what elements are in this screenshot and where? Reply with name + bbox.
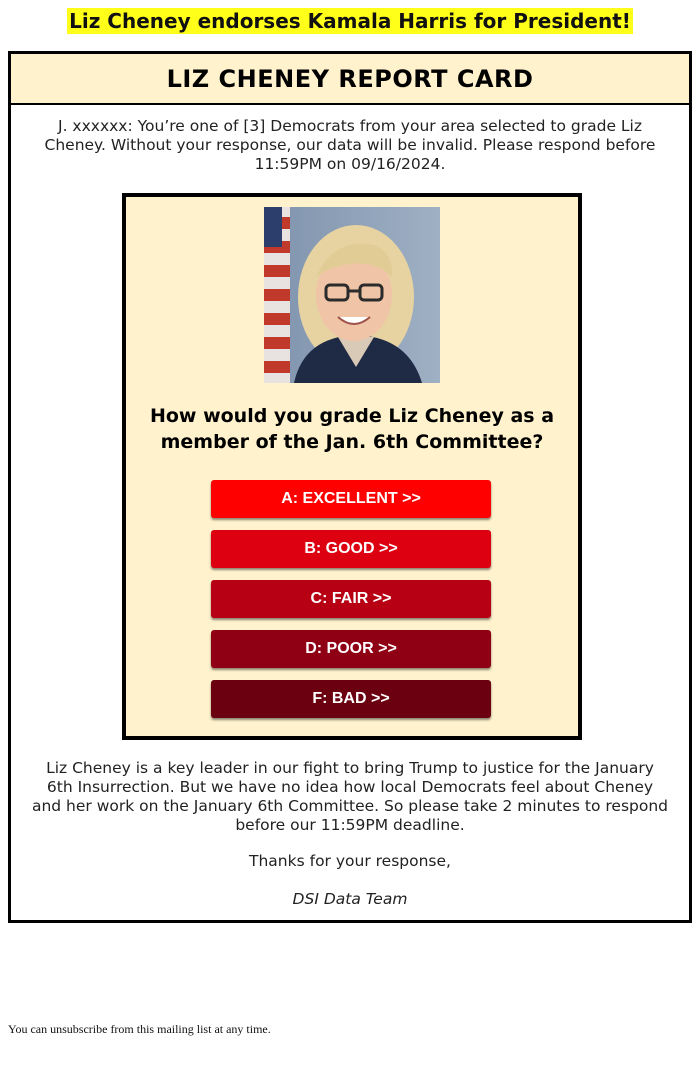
report-card — [8, 51, 692, 923]
thanks-text: Thanks for your response, — [249, 852, 451, 870]
headline: Liz Cheney endorses Kamala Harris for President! — [69, 9, 631, 33]
outro-text: Liz Cheney is a key leader in our fight to bring Trump to justice for the January 6th Insurrection. But we have no idea how local Democrats feel about Cheney and her work on the January 6th Committee. So please take 2 minutes to respond before our 11:59PM deadline. — [31, 759, 669, 834]
grade-f-label: F: BAD >> — [312, 690, 390, 707]
grade-a-button[interactable] — [211, 480, 491, 518]
grade-f-button[interactable] — [211, 680, 491, 718]
intro-text: J. xxxxxx: You’re one of [3] Democrats from your area selected to grade Liz Cheney. Without your response, our data will be invalid. Please respond before 11:59PM on 09/16/2024. — [44, 117, 656, 173]
unsubscribe-text: You can unsubscribe from this mailing list at any time. — [8, 1022, 271, 1036]
grade-b-label: B: GOOD >> — [304, 540, 398, 557]
question-text: How would you grade Liz Cheney as a member of the Jan. 6th Committee? — [149, 405, 555, 453]
grade-b-button[interactable] — [211, 530, 491, 568]
grade-d-button[interactable] — [211, 630, 491, 668]
signature-text: DSI Data Team — [292, 890, 408, 908]
card-title: LIZ CHENEY REPORT CARD — [166, 64, 534, 93]
portrait-image — [264, 207, 440, 383]
grading-box — [122, 193, 582, 740]
grade-a-label: A: EXCELLENT >> — [281, 490, 421, 507]
portrait-photo — [264, 207, 440, 383]
grade-c-label: C: FAIR >> — [310, 590, 392, 607]
card-header — [11, 54, 689, 105]
grade-c-button[interactable] — [211, 580, 491, 618]
grade-d-label: D: POOR >> — [305, 640, 397, 657]
headline-container — [0, 8, 700, 34]
